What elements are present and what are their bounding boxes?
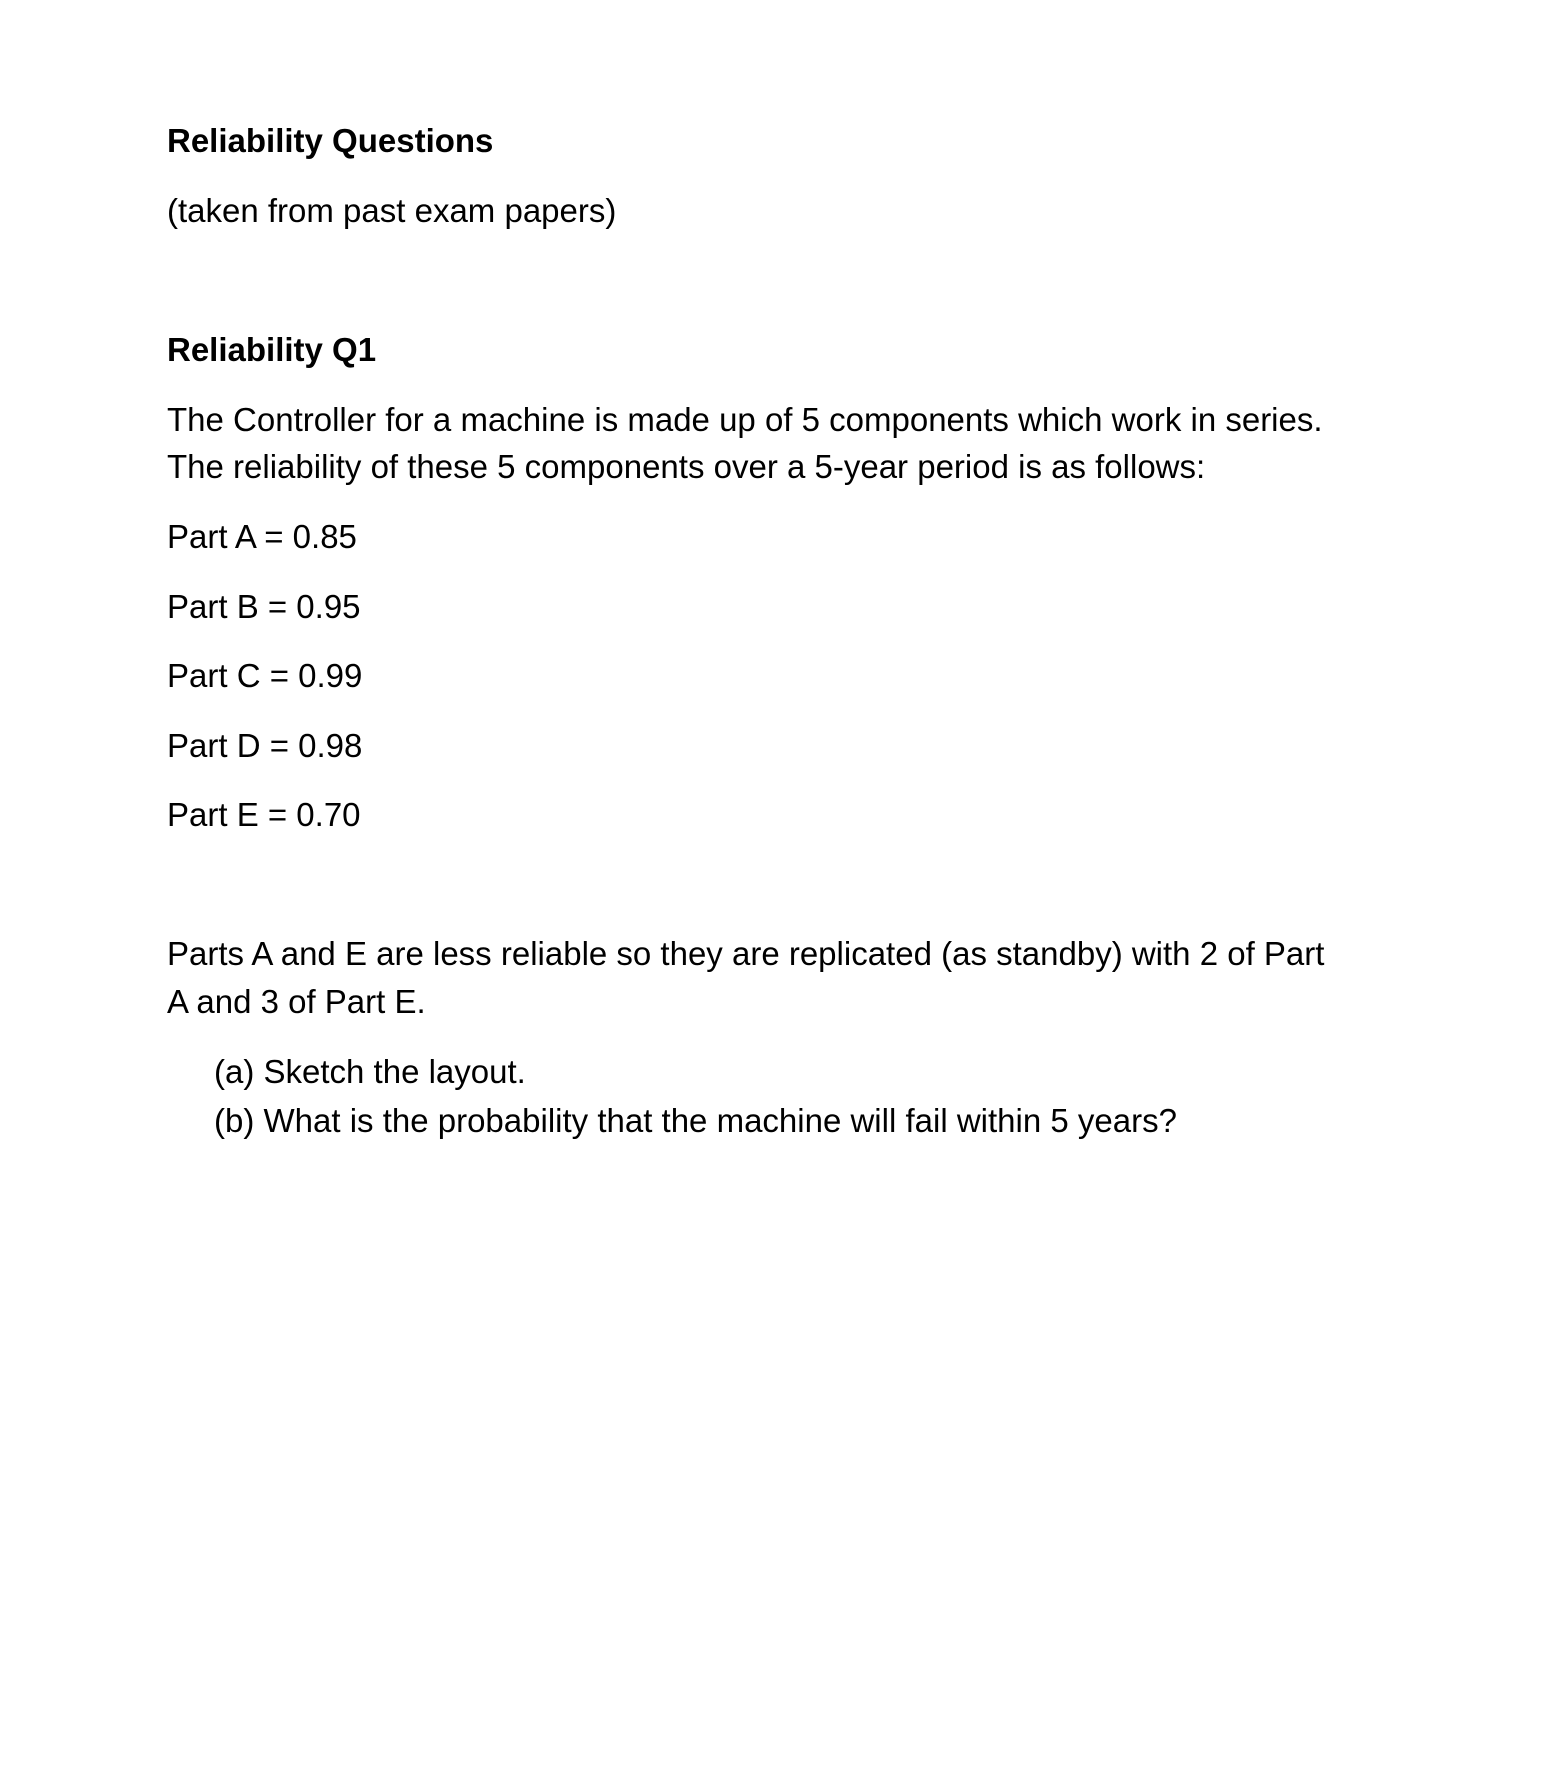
- replication-line: A and 3 of Part E.: [167, 983, 426, 1020]
- part-d-reliability: Part D = 0.98: [167, 727, 363, 764]
- subquestion-b: (b) What is the probability that the machine will fail within 5 years?: [214, 1102, 1177, 1139]
- document-subtitle: (taken from past exam papers): [167, 192, 617, 229]
- document-title: Reliability Questions: [167, 122, 494, 159]
- intro-line: The reliability of these 5 components over a 5-year period is as follows:: [167, 448, 1206, 485]
- subquestion-a: (a) Sketch the layout.: [214, 1053, 526, 1090]
- replication-line: Parts A and E are less reliable so they are replicated (as standby) with 2 of Part: [167, 935, 1325, 972]
- intro-line: The Controller for a machine is made up of 5 components which work in series.: [167, 401, 1323, 438]
- part-a-reliability: Part A = 0.85: [167, 518, 357, 555]
- part-e-reliability: Part E = 0.70: [167, 796, 361, 833]
- part-b-reliability: Part B = 0.95: [167, 588, 361, 625]
- part-c-reliability: Part C = 0.99: [167, 657, 363, 694]
- question-heading: Reliability Q1: [167, 331, 377, 368]
